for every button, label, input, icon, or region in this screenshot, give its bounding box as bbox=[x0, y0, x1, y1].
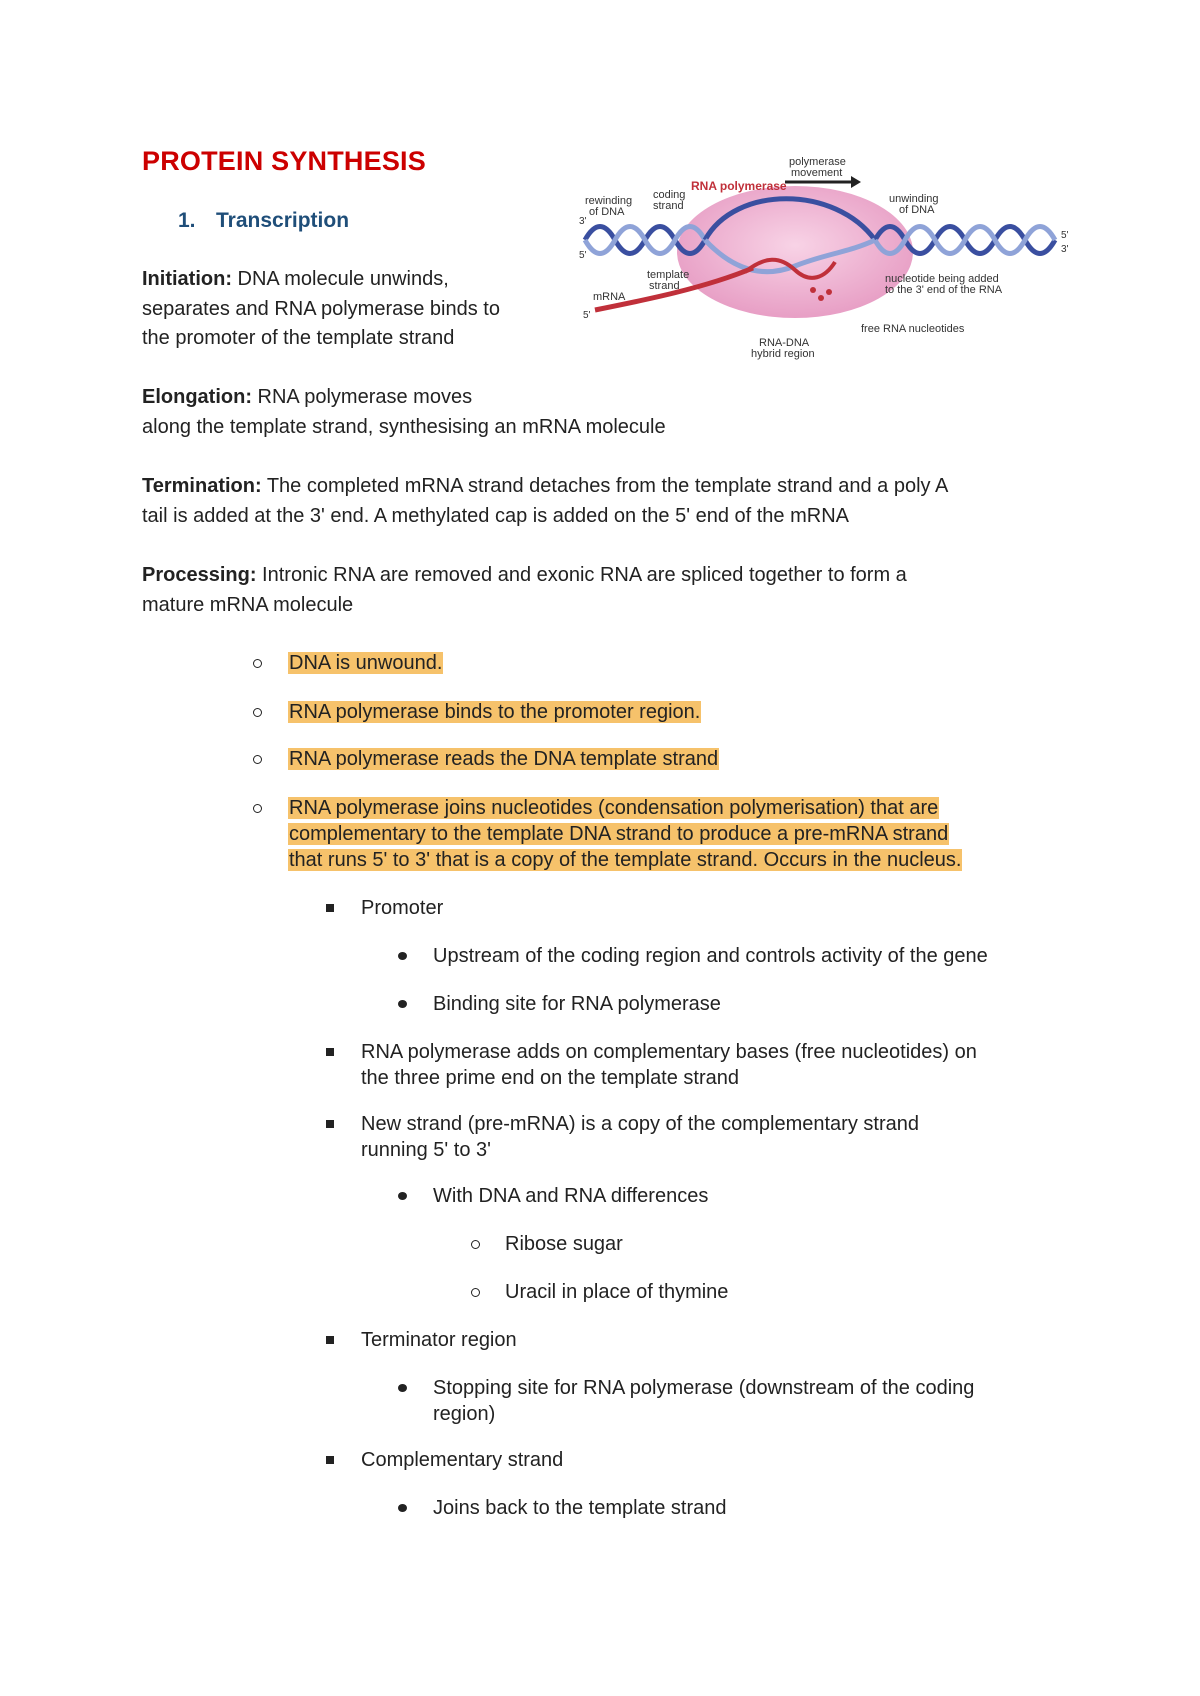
section-heading bbox=[178, 209, 349, 233]
filled-bullet-icon bbox=[398, 1000, 407, 1008]
outline-item-text: Uracil in place of thymine bbox=[505, 1281, 729, 1303]
highlighted-point bbox=[288, 847, 962, 873]
highlighted-point bbox=[288, 650, 443, 676]
label-5prime-right: 5' bbox=[1061, 230, 1069, 241]
highlighted-point-text: DNA is unwound. bbox=[289, 652, 443, 674]
termination-paragraph bbox=[142, 472, 948, 531]
outline-item-text: Ribose sugar bbox=[505, 1233, 623, 1255]
highlighted-point bbox=[288, 795, 939, 821]
outline-item-text: Terminator region bbox=[361, 1329, 517, 1351]
label-template-strand: strand bbox=[649, 280, 680, 292]
highlighted-point-text: that runs 5' to 3' that is a copy of the template strand. Occurs in the nucleus. bbox=[289, 849, 962, 871]
highlighted-point-text: complementary to the template DNA strand to produce a pre-mRNA strand bbox=[289, 823, 949, 845]
highlighted-point-text: RNA polymerase joins nucleotides (condensation polymerisation) that are bbox=[289, 797, 939, 819]
label-coding-strand: strand bbox=[653, 200, 684, 212]
elongation-paragraph bbox=[142, 383, 666, 442]
label-rewinding: rewinding bbox=[585, 195, 633, 207]
filled-bullet-icon bbox=[398, 1504, 407, 1512]
outline-item-text: Upstream of the coding region and controls activity of the gene bbox=[433, 945, 988, 967]
outline-item-text: Joins back to the template strand bbox=[433, 1497, 727, 1519]
elongation-line: along the template strand, synthesising an mRNA molecule bbox=[142, 415, 666, 438]
label-hybrid-region: hybrid region bbox=[751, 348, 815, 360]
outline-item-text: Complementary strand bbox=[361, 1449, 564, 1471]
initiation-line: the promoter of the template strand bbox=[142, 327, 455, 349]
label-free-nucleotides: free RNA nucleotides bbox=[861, 323, 965, 335]
initiation-line: DNA molecule unwinds, bbox=[231, 268, 449, 290]
outline-item-text: New strand (pre-mRNA) is a copy of the complementary strand bbox=[361, 1113, 919, 1135]
label-rna-polymerase: RNA polymerase bbox=[691, 179, 787, 193]
label-nucleotide-3end: to the 3' end of the RNA bbox=[885, 284, 1003, 296]
square-bullet-icon bbox=[326, 1048, 334, 1056]
label-nucleotide: nucleotide being added bbox=[885, 273, 999, 285]
outline-item-text: running 5' to 3' bbox=[361, 1139, 491, 1161]
outline-item-text: region) bbox=[433, 1403, 496, 1425]
label-template: template bbox=[647, 269, 690, 281]
hollow-bullet-icon bbox=[253, 659, 262, 668]
hollow-bullet-icon bbox=[471, 1240, 480, 1249]
initiation-label: Initiation: bbox=[142, 268, 232, 290]
processing-line: Intronic RNA are removed and exonic RNA are spliced together to form a bbox=[256, 564, 907, 586]
highlighted-point bbox=[288, 699, 701, 725]
section-label: Transcription bbox=[216, 209, 350, 232]
elongation-label: Elongation: bbox=[142, 386, 252, 408]
page-title: PROTEIN SYNTHESIS bbox=[142, 146, 426, 176]
square-bullet-icon bbox=[326, 1336, 334, 1344]
processing-label: Processing: bbox=[142, 564, 257, 586]
processing-line: mature mRNA molecule bbox=[142, 593, 354, 616]
termination-line: tail is added at the 3' end. A methylated cap is added on the 5' end of the mRNA bbox=[142, 504, 849, 527]
highlighted-point-text: RNA polymerase binds to the promoter region. bbox=[289, 701, 701, 723]
label-movement: movement bbox=[791, 167, 843, 179]
outline-item-text: RNA polymerase adds on complementary bases (free nucleotides) on bbox=[361, 1041, 977, 1063]
outline-item-text: Binding site for RNA polymerase bbox=[433, 993, 721, 1015]
termination-line: The completed mRNA strand detaches from the template strand and a poly A bbox=[261, 475, 949, 497]
hollow-bullet-icon bbox=[471, 1288, 480, 1297]
outline-item-text: Promoter bbox=[361, 897, 444, 919]
rna-polymerase-bubble bbox=[677, 186, 913, 318]
transcription-diagram bbox=[579, 156, 1095, 370]
hollow-bullet-icon bbox=[253, 755, 262, 764]
elongation-line: RNA polymerase moves bbox=[251, 386, 473, 408]
label-mrna: mRNA bbox=[593, 291, 626, 303]
section-number: 1. bbox=[178, 209, 196, 232]
highlighted-point-text: RNA polymerase reads the DNA template strand bbox=[289, 748, 719, 770]
hollow-bullet-icon bbox=[253, 804, 262, 813]
initiation-paragraph bbox=[142, 265, 500, 354]
filled-bullet-icon bbox=[398, 1384, 407, 1392]
processing-paragraph bbox=[142, 561, 907, 620]
label-polymerase: polymerase bbox=[789, 156, 846, 168]
outline-item-text: Stopping site for RNA polymerase (downstream of the coding bbox=[433, 1377, 975, 1399]
termination-label: Termination: bbox=[142, 475, 262, 497]
label-3prime-left: 3' bbox=[579, 216, 587, 227]
label-coding: coding bbox=[653, 189, 686, 201]
filled-bullet-icon bbox=[398, 952, 407, 960]
outline-item-text: the three prime end on the template strand bbox=[361, 1067, 740, 1089]
label-unwinding-dna: of DNA bbox=[899, 204, 935, 216]
label-3prime-right: 3' bbox=[1061, 244, 1069, 255]
label-5prime-mrna: 5' bbox=[583, 310, 591, 321]
label-rna-dna: RNA-DNA bbox=[759, 337, 810, 349]
square-bullet-icon bbox=[326, 1456, 334, 1464]
filled-bullet-icon bbox=[398, 1192, 407, 1200]
square-bullet-icon bbox=[326, 904, 334, 912]
hollow-bullet-icon bbox=[253, 708, 262, 717]
label-unwinding: unwinding bbox=[889, 193, 939, 205]
label-5prime-left: 5' bbox=[579, 250, 587, 261]
highlighted-point bbox=[288, 821, 949, 847]
movement-arrowhead bbox=[851, 176, 861, 188]
square-bullet-icon bbox=[326, 1120, 334, 1128]
initiation-line: separates and RNA polymerase binds to bbox=[142, 297, 500, 320]
highlighted-point bbox=[288, 746, 719, 772]
outline-item-text: With DNA and RNA differences bbox=[433, 1185, 709, 1207]
label-rewinding-dna: of DNA bbox=[589, 206, 625, 218]
